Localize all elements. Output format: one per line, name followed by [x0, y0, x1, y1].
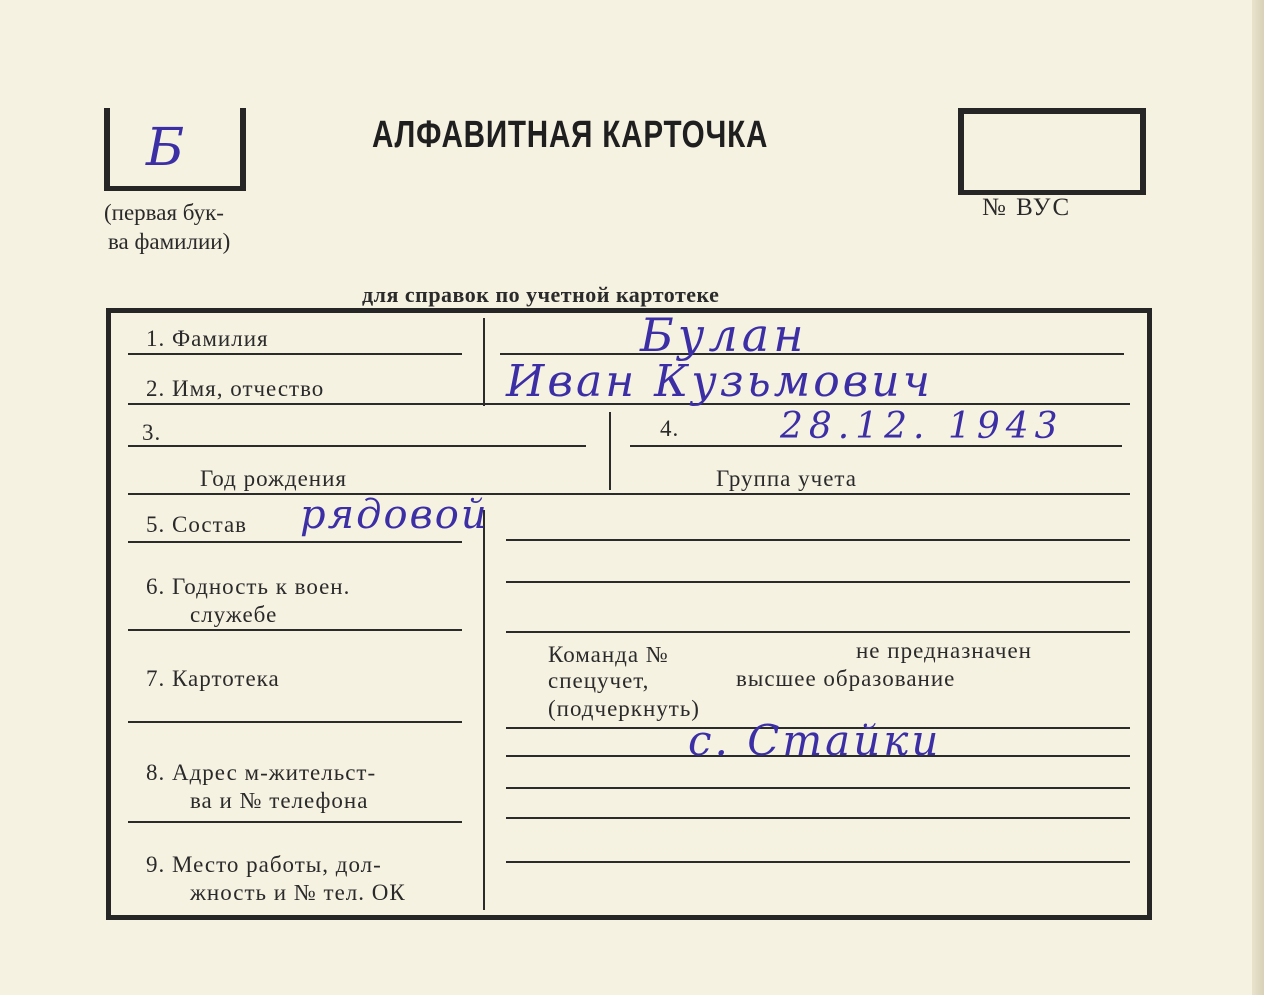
special-registry-label: спецучет, — [548, 668, 650, 693]
command-not-assigned: не предназначен — [856, 638, 1032, 663]
field-4-caption: Группа учета — [716, 466, 857, 491]
first-letter-caption-1: (первая бук- — [104, 200, 224, 225]
first-letter-caption-2: ва фамилии) — [108, 229, 231, 254]
handwritten-birth-date: 28.12. 1943 — [780, 406, 1064, 447]
handwritten-composition: рядовой — [300, 492, 489, 538]
handwritten-name-patronymic: Иван Кузьмович — [506, 356, 933, 407]
field-9-label-1: 9. Место работы, дол- — [146, 852, 382, 877]
field-4-label: 4. — [660, 416, 680, 441]
field-8-label-2: ва и № телефона — [190, 788, 369, 813]
field-3-caption: Год рождения — [200, 466, 347, 491]
field-1-label: 1. Фамилия — [146, 326, 269, 351]
handwritten-surname: Булан — [640, 308, 808, 362]
field-8-label-1: 8. Адрес м-жительст- — [146, 760, 377, 785]
field-7-label: 7. Картотека — [146, 666, 280, 691]
handwritten-address: с. Стайки — [688, 716, 942, 765]
field-6-label-2: служебе — [190, 602, 278, 627]
command-number-label: Команда № — [548, 642, 669, 667]
higher-education-label: высшее образование — [736, 666, 956, 691]
field-2-label: 2. Имя, отчество — [146, 376, 325, 401]
first-letter-value: Б — [146, 118, 185, 178]
field-6-label-1: 6. Годность к воен. — [146, 574, 351, 599]
card-subtitle: для справок по учетной картотеке — [362, 282, 720, 307]
field-3-label: 3. — [142, 420, 162, 445]
vus-label: № ВУС — [982, 194, 1072, 221]
field-9-label-2: жность и № тел. ОК — [190, 880, 406, 905]
field-5-label: 5. Состав — [146, 512, 248, 537]
underline-note: (подчеркнуть) — [548, 696, 700, 721]
card-title: АЛФАВИТНАЯ КАРТОЧКА — [372, 114, 769, 156]
